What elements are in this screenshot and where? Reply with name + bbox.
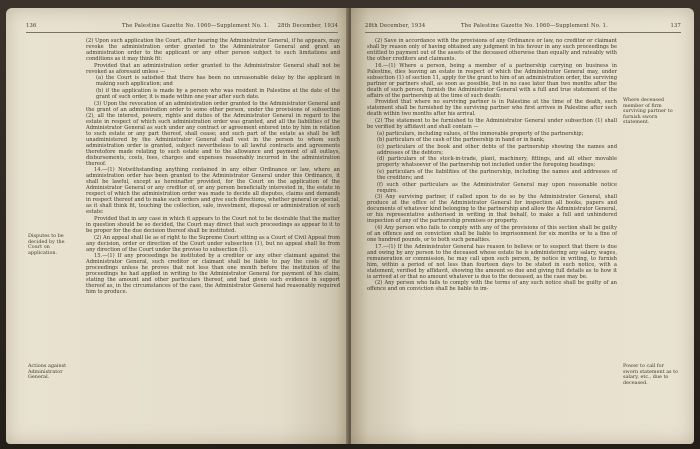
right-text-column: [367, 38, 617, 293]
paragraph: (c) particulars of the book and other debts of the partnership showing the names and addresses of the debtors;: [377, 143, 617, 156]
margin-note: Where deceased member of firm surviving partner to furnish sworn statement.: [623, 97, 673, 126]
paragraph: (b) particulars of the cash of the partnership in hand or in bank;: [377, 137, 545, 144]
paragraph: (2) Save in accordance with the provisions of any Ordinance or law, no creditor or claimant shall by reason only of having obtained any judgment in his favour in any such proceedings be entitled to payment out of the assets of the deceased otherwise than equally and rateably with the other creditors and claimants.: [367, 38, 617, 63]
paragraph: (f) such other particulars as the Administrator General may upon reasonable notice require.: [377, 181, 617, 194]
paragraph: (2) Upon such application the Court, after hearing the Administrator General, if he appears, may revoke the administration order granted to the Administrator General and grant an administration order to the applicant or any other person subject to such limitations and conditions as it may think fit:: [86, 38, 340, 63]
margin-note: Disputes to be decided by the Court on application.: [28, 233, 65, 256]
paragraph: (d) particulars of the stock-in-trade, plant, machinery, fittings, and all other movable property whatsoever of the partnership not included under the foregoing headings;: [377, 156, 617, 169]
paragraph: 16.—(1) Where a person, being a member of a partnership carrying on business in Palestine, dies leaving an estate in respect of which the Administrator General may, under subsection (1) of section 11, apply for the grant to him of an administration order, the surviving partner or partners shall, as soon as possible, but in no case later than two months after the death of such person, furnish the Administrator General with a full and true statement of the affairs of the partnership at the time of such death:: [367, 62, 617, 99]
paragraph: (4) Any person who fails to comply with any of the provisions of this section shall be guilty of an offence and on conviction shall be liable to imprisonment for six months or to a fine of one hundred pounds, or to both such penalties.: [367, 225, 617, 244]
right-page-header: [365, 22, 681, 33]
paragraph: Provided that where no surviving partner is in Palestine at the time of the death, such statement shall be furnished by the surviving partner who first arrives in Palestine after such death within two months after his arrival.: [367, 99, 617, 118]
paragraph: (2) An appeal shall lie as of right to the Supreme Court sitting as a Court of Civil Appeal from any decision, order or direction of the Court under subsection (1), but no appeal shall lie from any direction of the Court under the proviso to subsection (1).: [86, 234, 340, 253]
header-date: 28th December, 1934: [277, 23, 338, 29]
header-date: 28th December, 1934: [365, 23, 426, 29]
paragraph: 14.—(1) Notwithstanding anything contained in any other Ordinance or law, where an administration order has been granted to the Administrator General under this Ordinance, it shall be lawful, except as hereinafter provided, for the Court on the application of the Administrator General or any creditor of, or any person beneficially interested in, the estate in respect of which the administration order was made to decide all disputes, claims and demands in respect thereof and to make such orders and give such directions, whether general or special, as it shall think fit, touching the collection, sale, investment, disposal or administration of such estate:: [86, 167, 340, 216]
left-page-header: [26, 22, 338, 33]
paragraph: (a) the Court is satisfied that there has been no unreasonable delay by the applicant in making such application; and: [96, 75, 340, 88]
margin-note: Power to call for sworn statement as to salary, etc., due to deceased.: [623, 363, 679, 386]
paragraph: (e) particulars of the liabilities of the partnership, including the names and addresses of the creditors; and: [377, 169, 617, 182]
paragraph: (2) The statement to be furnished to the Administrator General under subsection (1) shall be verified by affidavit and shall contain —: [367, 117, 617, 130]
paragraph: (3) Upon the revocation of an administration order granted to the Administrator General and the grant of an administration order to some other person, under the provisions of subsection (2), all the interest, powers, rights and duties of the Administrator General in regard to the estate in respect of which such administration order was granted, and all the liabilities of the Administrator General as such under any contract or agreement entered into by him in relation to such estate or any part thereof, shall cease; and such part of the estate as shall be left unadministered by the Administrator General shall vest in the person to whom such administration order is granted, subject nevertheless to all lawful contracts and agreements theretofore made relating to such estate and to the allowance and payment of all outlays, disbursements, costs, fees, charges and expenses reasonably incurred in the administration thereof.: [86, 100, 340, 167]
right-page: [351, 8, 694, 444]
page-number: 136: [26, 23, 37, 29]
paragraph: Provided that in any case in which it appears to the Court not to be desirable that the matter in question should be so decided, the Court may direct that such proceedings as appear to it to be proper for the due decision thereof shall be instituted.: [86, 216, 340, 235]
left-page: [6, 8, 349, 444]
paragraph: (a) particulars, including values, of the immovable property of the partnership;: [377, 130, 584, 137]
paragraph: (b) if the application is made by a person who was resident in Palestine at the date of the grant of such order, it is made within one year after such date.: [96, 87, 340, 100]
gazette-title: The Palestine Gazette No. 1060—Supplement No. 1.: [461, 23, 608, 29]
paragraph: (2) Any person who fails to comply with the terms of any such notice shall be guilty of an offence and on conviction shall be liable to im-: [367, 280, 617, 293]
page-number: 137: [670, 23, 681, 29]
gazette-title: The Palestine Gazette No. 1060—Supplement No. 1.: [122, 23, 269, 29]
margin-note: Actions against Administrator General.: [28, 363, 67, 381]
paragraph: 17.—(1) If the Administrator General has reason to believe or to suspect that there is due and owing by any person to the deceased whose estate he is administering any salary, wages, remuneration or commission, he may call upon such person, by notice in writing, to furnish him, within a period of not less than fourteen days to be stated in such notice, with a statement, verified by affidavit, showing the amount so due and giving full details as to how it is arrived at or that no amount whatever is due to the deceased, as the case may be.: [367, 243, 617, 280]
left-text-column: [86, 38, 340, 296]
paragraph: 15.—(1) If any proceedings be instituted by a creditor or any other claimant against the Administrator General, such creditor or claimant shall be liable to pay the costs of the proceedings unless he proves that not less than one month before the institution of the proceedings he had applied in writing to the Administrator General for payment of his claim, stating the amount and other particulars thereof, and had given such evidence in support thereof as, in the circumstances of the case, the Administrator General had reasonably required him to produce.: [86, 253, 340, 296]
paragraph: Provided that an administration order granted to the Administrator General shall not be revoked as aforesaid unless —: [86, 62, 340, 75]
paragraph: (3) Any surviving partner, if called upon to do so by the Administrator General, shall produce at the office of the Administrator General for inspection all books, papers and documents of whatever kind belonging to the partnership and allow the Administrator General, or his representative authorised in writing in that behalf, to make a full and unhindered inspection of any of the partnership premises or property.: [367, 194, 617, 225]
